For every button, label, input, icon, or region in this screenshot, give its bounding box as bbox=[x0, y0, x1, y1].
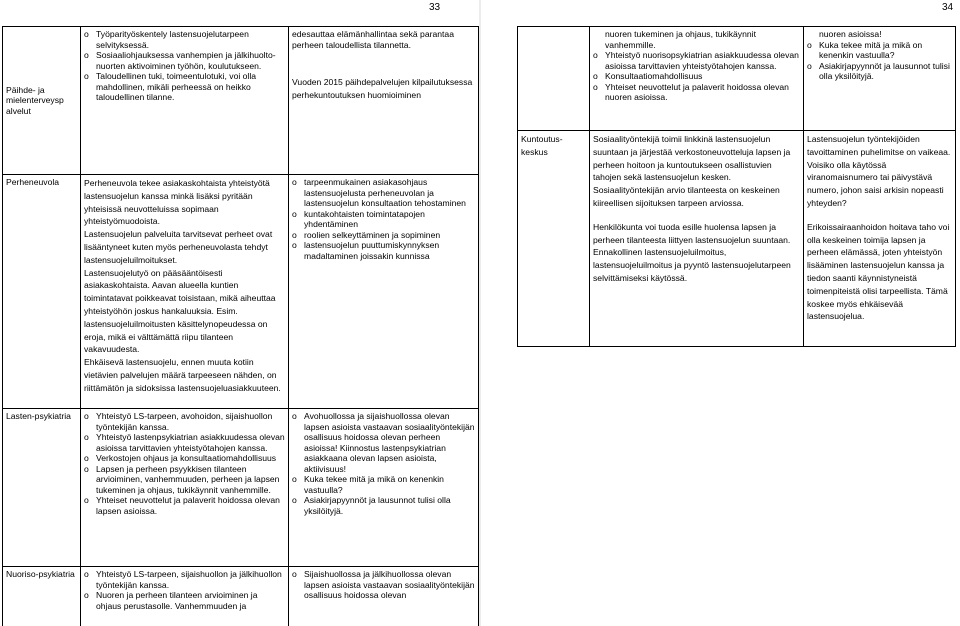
right-page bbox=[481, 0, 960, 626]
row-label-perheneuvola bbox=[3, 175, 81, 409]
cell-lastenpsykiatria-goals bbox=[289, 409, 479, 567]
list-item: o Sosiaaliohjauksessa vanhempien ja jälkihuolto- nuorten aktivoiminen työhön, koulutukseen. bbox=[84, 50, 285, 71]
row-label-text: Perheneuvola bbox=[6, 177, 60, 187]
cell-lastenpsykiatria-activities bbox=[81, 409, 289, 567]
table-row bbox=[3, 409, 479, 567]
table-row bbox=[3, 175, 479, 409]
table-row bbox=[3, 567, 479, 626]
list-item: o Kuka tekee mitä ja mikä on kenenkin vastuulla? bbox=[807, 40, 952, 61]
list-item: o lastensuojelun puuttumiskynnyksen madaltaminen joissakin kunnissa bbox=[292, 240, 475, 261]
row-label-paihde bbox=[3, 27, 81, 175]
list-item: o Yhteistyö LS-tarpeen, sijaishuollon ja jälkihuollon työntekijän kanssa. bbox=[84, 569, 285, 590]
table-row bbox=[518, 27, 956, 131]
left-table bbox=[2, 26, 479, 626]
list-item: o Avohuollossa ja sijaishuollossa olevan lapsen asioista vastaavan sosiaalityöntekijän osallisuus hoidossa olevan perheen asioissa! Kiinnostus lastenpsykiatrian asiakkaana olevan lapsen asioista, aktiivisuus! bbox=[292, 411, 475, 474]
list-item: o Asiakirjapyynnöt ja lausunnot tulisi olla yksilöityjä. bbox=[292, 495, 475, 516]
paragraph: Lastensuojelutyö on pääsääntöisesti asiakaskohtaista. Aavan alueella kuntien toimintatavat poikkeavat toisistaan, mikä aiheuttaa yhteistyöhön joskus hankaluuksia. Esim. lastensuojeluilmoitusten käsittelynopeudessa on eroja, mikä ei välttämättä riipu tilanteen vakavuudesta. bbox=[84, 267, 276, 355]
cell-continuation-label bbox=[518, 27, 590, 131]
table-row bbox=[518, 131, 956, 347]
paragraph: Vuoden 2015 päihdepalvelujen kilpailutuksessa perhekuntoutuksen huomioiminen bbox=[292, 77, 473, 100]
list-item: o Yhteiset neuvottelut ja palaverit hoidossa olevan lapsen asioissa. bbox=[84, 495, 285, 516]
list-item: o Yhteistyö LS-tarpeen, avohoidon, sijaishuollon työntekijän kanssa. bbox=[84, 411, 285, 432]
paragraph: Lastensuojelun palveluita tarvitsevat perheet ovat lisääntyneet kuten myös perheneuvolasta tehdyt lastensuojeluilmoitukset. bbox=[84, 229, 273, 265]
list-item: o Asiakirjapyynnöt ja lausunnot tulisi olla yksilöityjä. bbox=[807, 61, 952, 82]
paragraph: Sosiaalityöntekijä toimii linkkinä lastensuojelun suuntaan ja järjestää verkostoneuvotteluja lapsen ja perheen hoitoon ja kuntoutukseen osallistuvien tahojen sekä lastensuojelun kesken. Sosiaalityöntekijän arvio tilanteesta on keskeinen kiireellisen sijoituksen tarpeen arviossa. bbox=[593, 134, 791, 208]
right-table bbox=[517, 26, 956, 347]
list-item: o Kuka tekee mitä ja mikä on kenenkin vastuulla? bbox=[292, 474, 475, 495]
list-item: o kuntakohtaisten toimintatapojen yhdentäminen bbox=[292, 209, 475, 230]
row-label-nuorisopsykiatria bbox=[3, 567, 81, 626]
list-item: o Työparityöskentely lastensuojelutarpeen selvityksessä. bbox=[84, 29, 285, 50]
list-item: o tarpeenmukainen asiakasohjaus lastensuojelusta perheneuvolan ja lastensuojelun konsultaation tehostaminen bbox=[292, 177, 475, 209]
cell-paihde-goals bbox=[289, 27, 479, 175]
left-page bbox=[0, 0, 479, 626]
list-item-continuation: nuoren tukeminen ja ohjaus, tukikäynnit vanhemmille. bbox=[605, 29, 756, 50]
cell-nuorisopsykiatria-goals-cont bbox=[804, 27, 956, 131]
paragraph: edesauttaa elämänhallintaa sekä parantaa perheen taloudellista tilannetta. bbox=[292, 29, 454, 50]
page-number-right: 34 bbox=[942, 2, 954, 13]
row-label-text: Nuoriso-psykiatria bbox=[6, 569, 75, 579]
row-label-text: Kuntoutus-keskus bbox=[521, 134, 563, 157]
list-item: o roolien selkeyttäminen ja sopiminen bbox=[292, 230, 475, 241]
cell-kuntoutuskeskus-activities bbox=[590, 131, 804, 347]
cell-nuorisopsykiatria-goals bbox=[289, 567, 479, 626]
row-label-text: Lasten-psykiatria bbox=[6, 411, 71, 421]
row-label-kuntoutuskeskus bbox=[518, 131, 590, 347]
list-item: o Yhteistyö lastenpsykiatrian asiakkuudessa olevan asioissa tarvittavien yhteistyötahojen kanssa. bbox=[84, 432, 285, 453]
paragraph: Lastensuojelun työntekijöiden tavoittaminen puhelimitse on vaikeaa. Voisiko olla käytössä viranomaisnumero tai päivystävä numero, johon saisi arkisin nopeasti yhteyden? bbox=[807, 134, 951, 208]
table-row bbox=[3, 27, 479, 175]
list-item: o Verkostojen ohjaus ja konsultaatiomahdollisuus bbox=[84, 453, 285, 464]
cell-paihde-activities bbox=[81, 27, 289, 175]
list-item: o Nuoren ja perheen tilanteen arvioiminen ja ohjaus perustasolle. Vanhemmuuden ja bbox=[84, 590, 285, 611]
cell-nuorisopsykiatria-activities-cont bbox=[590, 27, 804, 131]
list-item: o Taloudellinen tuki, toimeentulotuki, voi olla mahdollinen, mikäli perheessä on heikko taloudellinen tilanne. bbox=[84, 71, 285, 103]
paragraph: Ehkäisevä lastensuojelu, ennen muuta kotiin vietävien palvelujen määrä tarpeeseen nähden, on riittämätön ja sidoksissa lastensuojeluasiakkuuteen. bbox=[84, 357, 281, 393]
cell-kuntoutuskeskus-goals bbox=[804, 131, 956, 347]
row-label-lastenpsykiatria bbox=[3, 409, 81, 567]
cell-perheneuvola-activities bbox=[81, 175, 289, 409]
paragraph: Erikoissairaanhoidon hoitava taho voi olla keskeinen toimija lapsen ja perheen elämässä, joten yhteistyön lisääminen lastensuojelun kanssa ja tiedon saanti käynnistyneistä toimenpiteistä olisi tarpeellista. Tämä koskee myös ehkäisevää lastensuojelua. bbox=[807, 221, 950, 322]
paragraph: Perheneuvola tekee asiakaskohtaista yhteistyötä lastensuojelun kanssa minkä lisäksi pyritään yhteisissä neuvotteluissa sopimaan yhteistyömuodoista. bbox=[84, 178, 270, 227]
list-item: o Yhteiset neuvottelut ja palaverit hoidossa olevan nuoren asioissa. bbox=[593, 82, 800, 103]
cell-perheneuvola-goals bbox=[289, 175, 479, 409]
paragraph: Henkilökunta voi tuoda esille huolensa lapsen ja perheen tilanteesta liittyen lastensuojelun suuntaan. Ennakollinen lastensuojeluilmoitus, lastensuojeluilmoitus ja pyyntö lastensuojelutarpeen selvittämiseksi käytössä. bbox=[593, 221, 791, 283]
row-label-text: Päihde- ja mielenterveysp alvelut bbox=[6, 84, 64, 116]
list-item: o Yhteistyö nuorisopsykiatrian asiakkuudessa olevan asioissa tarvittavien yhteistyötahojen kanssa. bbox=[593, 50, 800, 71]
list-item-continuation: nuoren asioissa! bbox=[819, 29, 882, 39]
list-item: o Sijaishuollossa ja jälkihuollossa olevan lapsen asioista vastaavan sosiaalityöntekijän osallisuus hoidossa olevan bbox=[292, 569, 475, 601]
list-item: o Lapsen ja perheen psyykkisen tilanteen arvioiminen, vanhemmuuden, perheen ja lapsen tukeminen ja ohjaus, tukikäynnit vanhemmille. bbox=[84, 464, 285, 496]
list-item: o Konsultaatiomahdollisuus bbox=[593, 71, 800, 82]
cell-nuorisopsykiatria-activities bbox=[81, 567, 289, 626]
page-number-left: 33 bbox=[429, 2, 441, 13]
